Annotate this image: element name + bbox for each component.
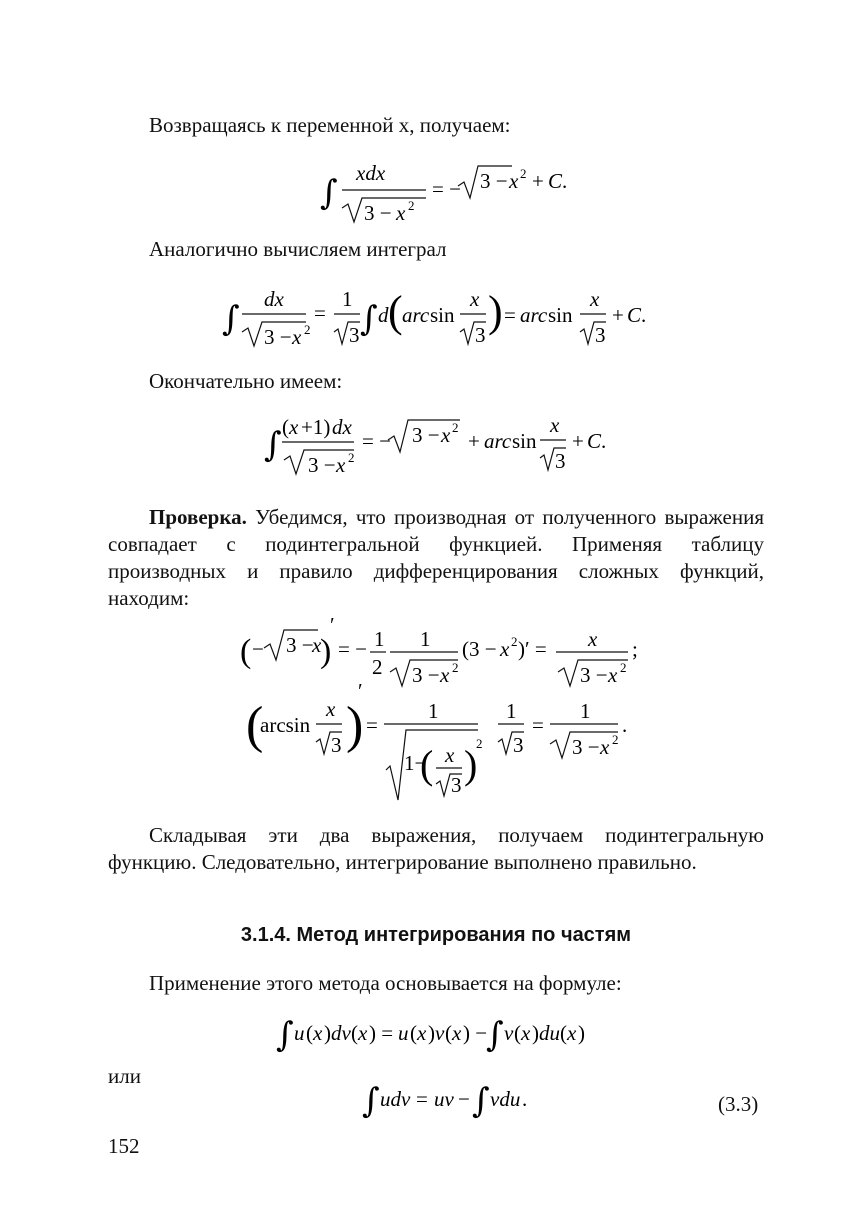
equation-number: (3.3) [718,1092,759,1116]
svg-text:2: 2 [520,166,527,181]
svg-text:2: 2 [511,634,518,649]
svg-text:=: = [314,301,326,325]
svg-text:(: ( [560,1021,567,1045]
svg-text:+: + [612,303,624,327]
svg-text:arcsin: arcsin [260,713,311,737]
svg-text:3 −: 3 − [308,453,336,477]
svg-text:∫: ∫ [320,173,338,213]
check-text: Убедимся, что производная от полученного выражения совпадает с подинтегральной функцией. Применяя таблицу производных и правило дифференцирования сложных функций, находим: [108,505,764,610]
svg-text:2: 2 [620,660,627,675]
svg-text:(: ( [514,1021,521,1045]
svg-text:2: 2 [372,655,383,679]
svg-text:=: = [366,713,378,737]
svg-text:3 −: 3 − [572,735,600,759]
svg-text:= −: = − [338,637,367,661]
svg-text:x: x [509,169,519,193]
formula-parts-1 [276,1012,606,1061]
formula-integral-2 [222,284,662,361]
svg-text:arc: arc [402,303,430,327]
formula-integral-1 [320,152,580,237]
svg-text:): ) [428,1021,435,1045]
svg-text:= −: = − [432,177,461,201]
svg-text:+: + [532,169,544,193]
svg-text:3 −: 3 − [480,169,508,193]
svg-text:1−: 1− [404,751,427,775]
svg-text:d: d [378,303,389,327]
or-label: или [108,1064,141,1088]
svg-text:′: ′ [358,679,363,703]
svg-text:(: ( [388,287,403,336]
svg-text:1: 1 [342,287,353,311]
svg-text:C: C [587,429,602,453]
formula-derivative-2 [246,679,648,815]
svg-text:u: u [294,1021,305,1045]
svg-text:+: + [468,429,480,453]
svg-text:.: . [601,429,607,453]
svg-text:(: ( [410,1021,417,1045]
formula-parts-1-svg [276,1012,606,1056]
formula-parts-2-svg [362,1078,532,1122]
svg-text:sin: sin [512,429,537,453]
section-heading: 3.1.4. Метод интегрирования по частям [240,924,632,946]
final-paragraph: Окончательно имеем: [149,369,343,393]
svg-text:x: x [358,1021,368,1045]
svg-text:x: x [289,415,299,439]
svg-text:udv: udv [380,1087,411,1111]
formula-integral-3 [264,410,624,489]
svg-text:1: 1 [428,699,439,723]
formula-integral-3-svg [264,410,624,484]
svg-text:;: ; [632,637,638,661]
svg-text:) −: ) − [463,1021,488,1045]
svg-text:(: ( [240,633,252,670]
svg-text:3 −: 3 − [412,663,440,687]
svg-text:= −: = − [362,429,391,453]
svg-text:1: 1 [374,627,385,651]
svg-text:x: x [292,325,302,349]
svg-text:∫: ∫ [222,299,240,339]
svg-text:3 −: 3 − [264,325,292,349]
svg-text:du: du [539,1021,560,1045]
svg-text:.: . [522,1087,528,1111]
svg-text:2: 2 [476,736,483,751]
svg-text:x: x [452,1021,462,1045]
svg-text:C: C [548,169,563,193]
svg-text:2: 2 [304,322,311,337]
svg-text:arc: arc [484,429,512,453]
svg-text:(: ( [445,1021,452,1045]
svg-text:x: x [313,1021,323,1045]
svg-text:=: = [416,1087,428,1111]
svg-text:) =: ) = [369,1021,394,1045]
formula-integral-2-svg [222,284,662,356]
svg-text:2: 2 [348,450,355,465]
svg-text:3 −: 3 − [364,201,392,225]
svg-text:x: x [326,697,336,721]
svg-text:x: x [396,201,406,225]
svg-text:x: x [440,663,450,687]
svg-text:dx: dx [332,415,352,439]
check-paragraph [108,504,764,612]
svg-text:∫: ∫ [472,1081,490,1121]
svg-text:∫: ∫ [360,299,378,339]
svg-text:−: − [458,1087,470,1111]
svg-text:(: ( [246,697,264,754]
svg-text:(3 −: (3 − [462,637,497,661]
svg-text:2: 2 [452,660,459,675]
svg-text:3 −: 3 − [580,663,608,687]
svg-text:v: v [504,1021,514,1045]
svg-text:): ) [324,1021,331,1045]
svg-text:uv: uv [434,1087,454,1111]
svg-text:.: . [641,303,647,327]
svg-text:(: ( [282,415,289,439]
svg-text:.: . [562,169,568,193]
svg-text:(: ( [420,742,434,787]
svg-text:): ) [346,697,364,754]
svg-text:x: x [521,1021,531,1045]
svg-text:x: x [550,413,560,437]
svg-text:2: 2 [612,732,619,747]
sum-paragraph: Складывая эти два выражения, получаем подинтегральную функцию. Следовательно, интегрирование выполнено правильно. [108,823,764,874]
svg-text:): ) [464,742,478,787]
svg-text:∫: ∫ [276,1015,294,1055]
svg-text:x: x [336,453,346,477]
svg-text:3: 3 [555,449,566,473]
svg-text:3: 3 [451,773,462,797]
svg-text:x: x [312,633,322,657]
svg-text:∫: ∫ [264,425,282,465]
formula-derivative-1 [240,613,650,699]
svg-text:x: x [417,1021,427,1045]
svg-text:(: ( [351,1021,358,1045]
svg-text:1: 1 [506,699,517,723]
svg-text:x: x [567,1021,577,1045]
svg-text:3: 3 [331,733,342,757]
svg-text:sin: sin [548,303,573,327]
svg-text:): ) [320,633,332,670]
check-label: Проверка. [149,505,247,529]
svg-text:1: 1 [580,699,591,723]
method-paragraph: Применение этого метода основывается на формуле: [149,971,622,995]
svg-text:2: 2 [408,198,415,213]
svg-text:x: x [600,735,610,759]
svg-text:3: 3 [595,323,606,347]
svg-text:x: x [590,287,600,311]
svg-text:x: x [608,663,618,687]
svg-text:1: 1 [420,627,431,651]
svg-text:xdx: xdx [356,161,386,185]
formula-derivative-1-svg [240,613,650,694]
svg-text:x: x [588,627,598,651]
svg-text:)′ =: )′ = [518,637,547,661]
svg-text:vdu: vdu [490,1087,521,1111]
svg-text:∫: ∫ [486,1015,504,1055]
svg-text:+1): +1) [301,415,331,439]
svg-text:x: x [441,423,451,447]
svg-text:−: − [252,637,264,661]
svg-text:+: + [572,429,584,453]
svg-text:sin: sin [430,303,455,327]
formula-parts-2 [362,1078,532,1127]
svg-text:x: x [445,743,455,767]
svg-text:3: 3 [513,733,524,757]
svg-text:): ) [532,1021,539,1045]
svg-text:C: C [627,303,642,327]
svg-text:dx: dx [264,287,284,311]
svg-text:2: 2 [452,420,459,435]
svg-text:arc: arc [520,303,548,327]
svg-text:u: u [398,1021,409,1045]
intro-paragraph: Возвращаясь к переменной x, получаем: [149,113,511,137]
svg-text:=: = [504,303,516,327]
svg-text:x: x [470,287,480,311]
svg-text:′: ′ [330,613,335,637]
svg-text:): ) [578,1021,585,1045]
svg-text:∫: ∫ [362,1081,380,1121]
page-number: 152 [108,1134,140,1158]
svg-text:v: v [435,1021,445,1045]
svg-text:=: = [532,713,544,737]
formula-integral-1-svg [320,152,580,232]
formula-derivative-2-svg [246,679,648,810]
svg-text:3 −: 3 − [412,423,440,447]
svg-text:3 −: 3 − [286,633,314,657]
analog-paragraph: Аналогично вычисляем интеграл [149,237,447,261]
svg-text:3: 3 [475,323,486,347]
svg-text:): ) [488,287,503,336]
svg-text:dv: dv [331,1021,351,1045]
svg-text:3: 3 [349,323,360,347]
svg-text:(: ( [306,1021,313,1045]
svg-text:x: x [500,637,510,661]
svg-text:.: . [622,713,628,737]
